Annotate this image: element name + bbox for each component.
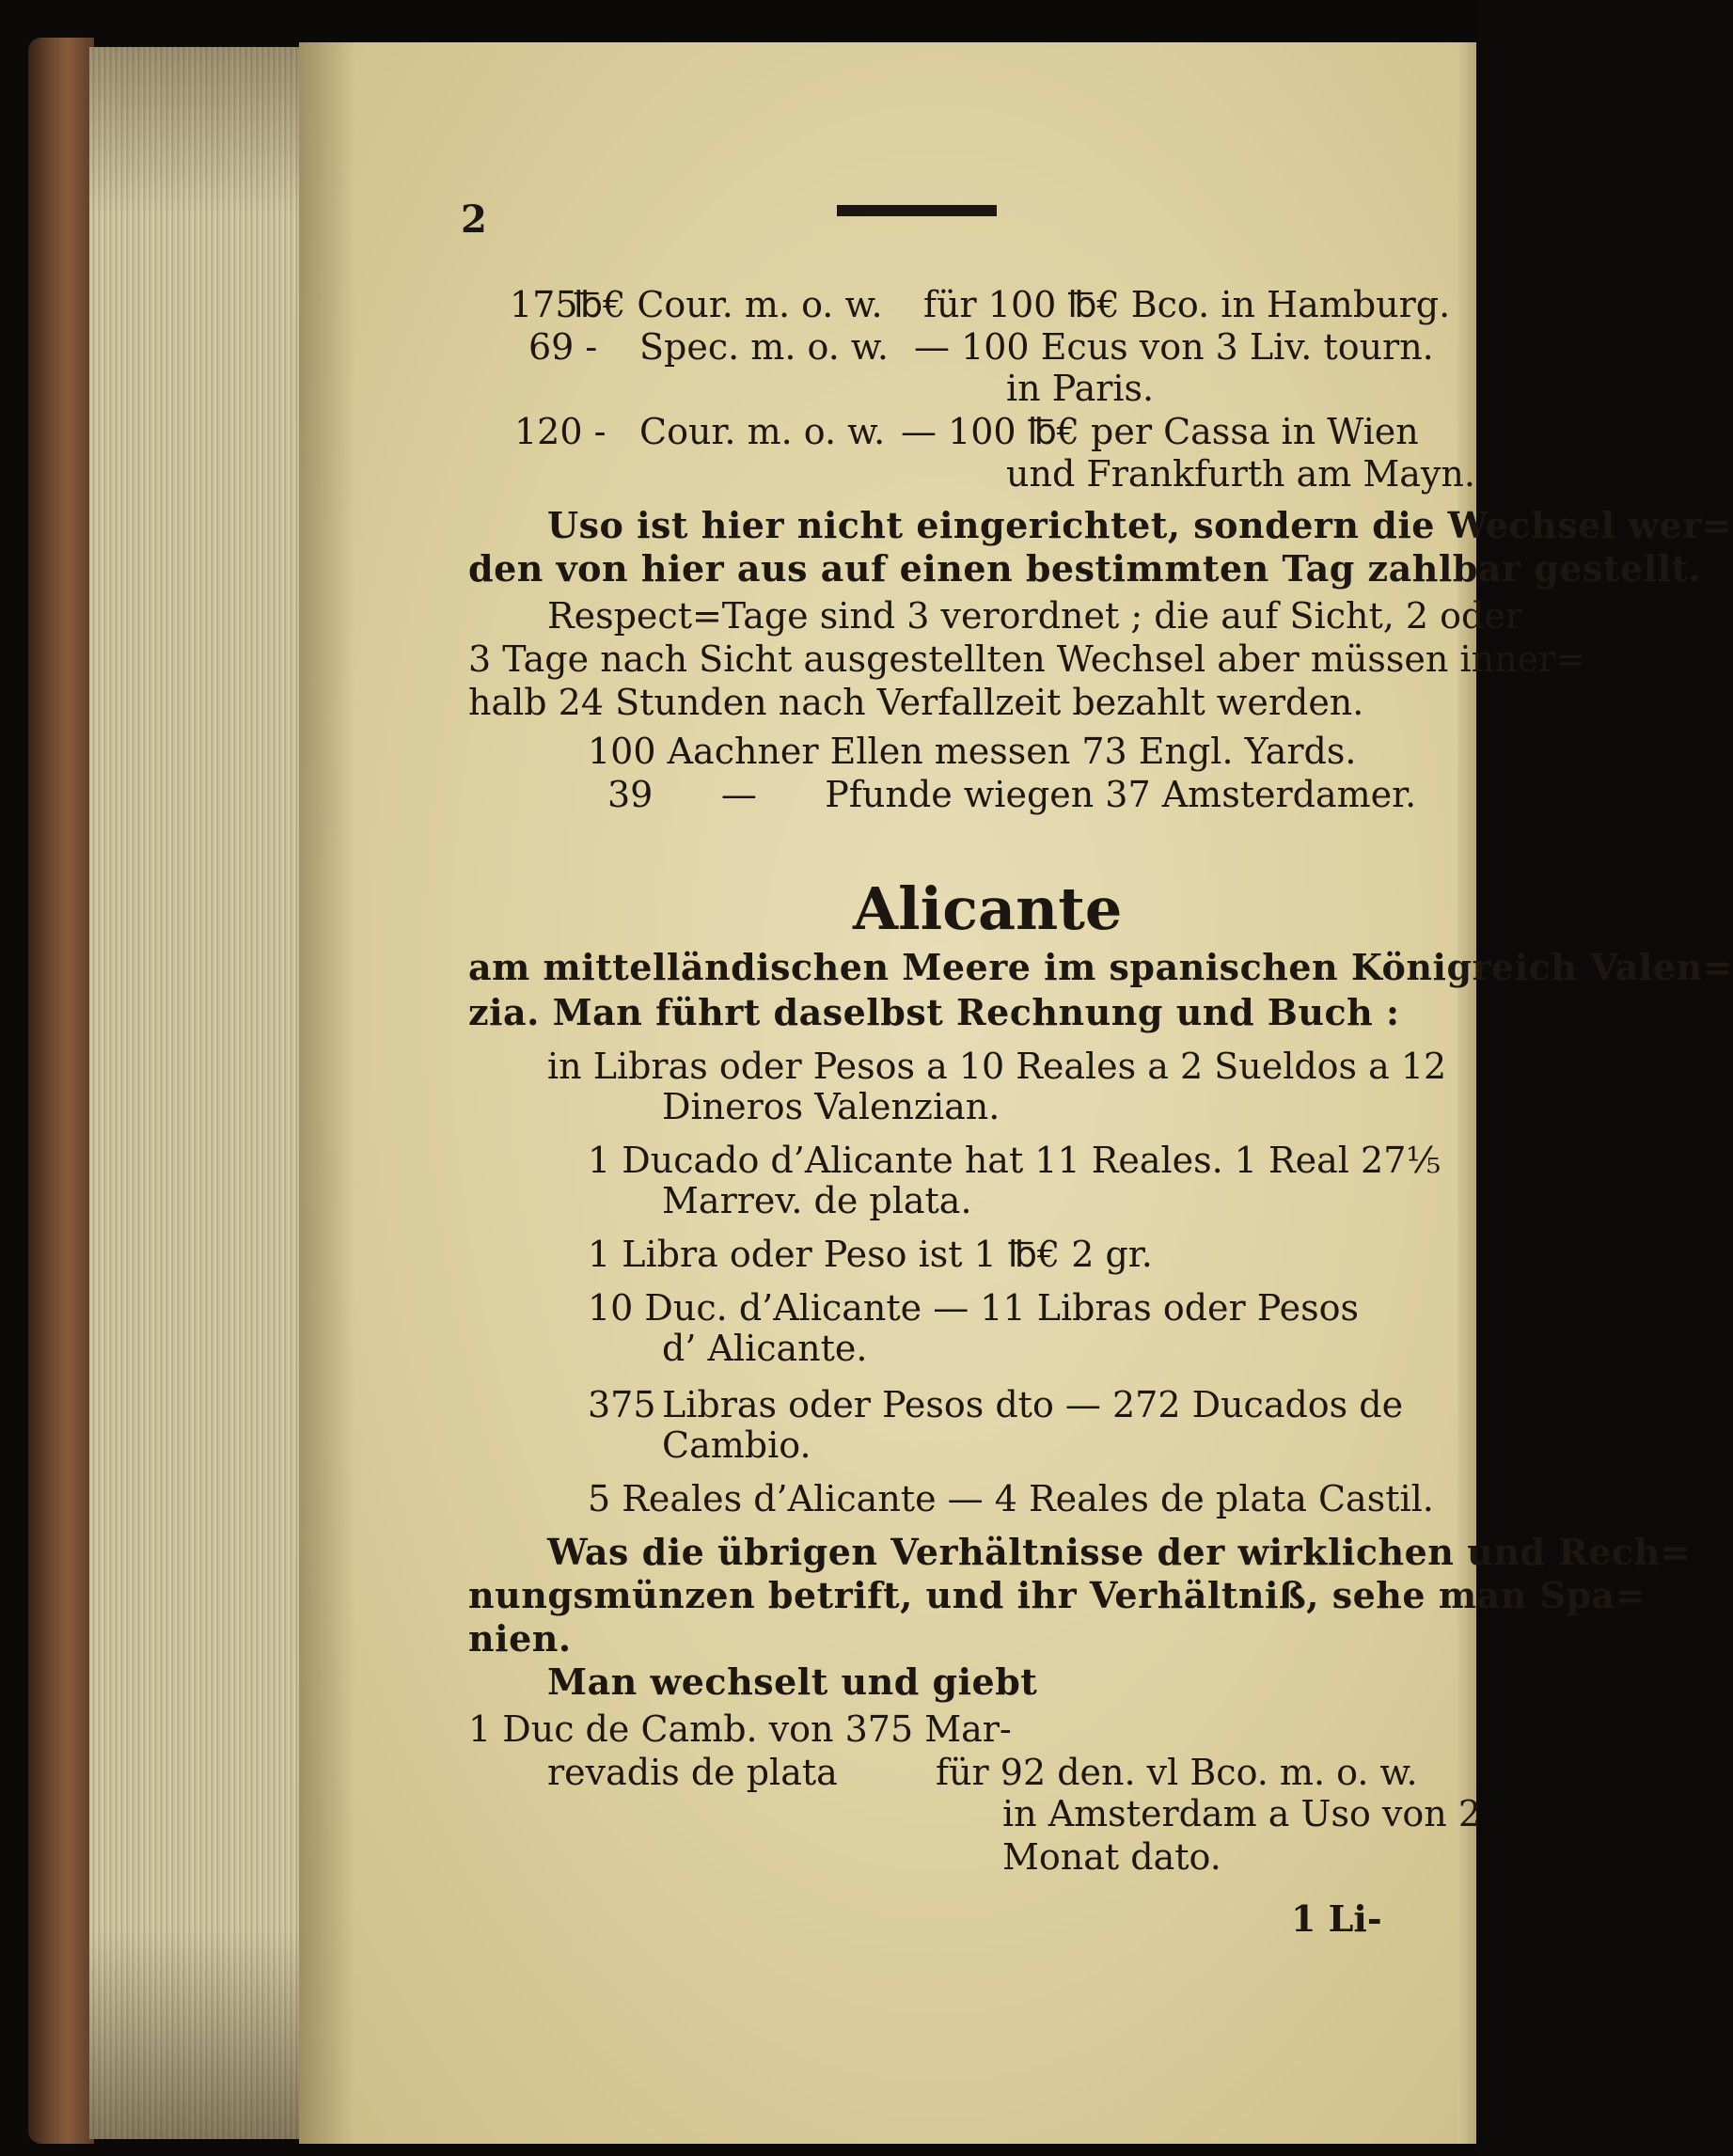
rate-currency: ℔€ Cour. m. o. w. — [574, 284, 883, 325]
account-item-cont: Dineros Valenzian. — [662, 1086, 1000, 1127]
rate-amount: 175 — [510, 284, 578, 325]
account-item-cont: d’ Alicante. — [662, 1328, 868, 1369]
header-rule — [837, 205, 997, 216]
rate-for: — 100 Ecus von 3 Liv. tourn. — [914, 326, 1434, 368]
uso-line: Uso ist hier nicht eingerichtet, sondern die Wechsel wer= — [547, 504, 1733, 546]
catchword: 1 Li- — [1291, 1897, 1382, 1940]
respect-line: 3 Tage nach Sicht ausgestellten Wechsel aber müssen inner= — [468, 638, 1586, 680]
rate-for-cont: in Paris. — [1006, 368, 1155, 409]
measure-line: 100 Aachner Ellen messen 73 Engl. Yards. — [588, 731, 1357, 772]
closing-line: nungsmünzen betrift, und ihr Verhältniß, sehe man Spa= — [468, 1574, 1646, 1616]
respect-line: Respect=Tage sind 3 verordnet ; die auf Sicht, 2 oder — [547, 595, 1523, 637]
rate-amount: 69 - — [528, 326, 598, 368]
respect-line: halb 24 Stunden nach Verfallzeit bezahlt werden. — [468, 682, 1364, 723]
rate-for: — 100 ℔€ per Cassa in Wien — [901, 411, 1419, 452]
account-item: 1 Ducado d’Alicante hat 11 Reales. 1 Real 27⅕ — [588, 1140, 1442, 1181]
rate-for-cont: und Frankfurth am Mayn. — [1006, 453, 1475, 495]
closing-line: Man wechselt und giebt — [547, 1660, 1038, 1703]
book-cover-edge — [28, 38, 94, 2144]
exchange-right: Monat dato. — [1002, 1836, 1221, 1878]
section-heading: Alicante — [853, 874, 1123, 943]
page-number: 2 — [461, 197, 487, 242]
account-item: 10 Duc. d’Alicante — 11 Libras oder Pesos — [588, 1287, 1360, 1329]
account-item: in Libras oder Pesos a 10 Reales a 2 Sueldos a 12 — [547, 1046, 1447, 1087]
measure-line: 39 — Pfunde wiegen 37 Amsterdamer. — [607, 774, 1417, 815]
exchange-left: revadis de plata — [547, 1752, 838, 1793]
account-item-cont: Marrev. de plata. — [662, 1180, 972, 1221]
closing-line: nien. — [468, 1617, 572, 1660]
intro-line: zia. Man führt daselbst Rechnung und Buch : — [468, 991, 1400, 1033]
rate-currency: Spec. m. o. w. — [639, 326, 889, 368]
account-item: 1 Libra oder Peso ist 1 ℔€ 2 gr. — [588, 1234, 1153, 1275]
intro-line: am mittelländischen Meere im spanischen Königreich Valen= — [468, 946, 1733, 988]
uso-line: den von hier aus auf einen bestimmten Tag zahlbar gestellt. — [468, 547, 1702, 590]
rate-currency: Cour. m. o. w. — [639, 411, 886, 452]
account-item-number: 375 — [588, 1384, 656, 1425]
account-item-cont: Cambio. — [662, 1424, 811, 1466]
exchange-left: 1 Duc de Camb. von 375 Mar- — [468, 1708, 1012, 1750]
exchange-right: in Amsterdam a Uso von 2 — [1002, 1793, 1481, 1834]
exchange-right: für 92 den. vl Bco. m. o. w. — [936, 1752, 1418, 1793]
account-item: Libras oder Pesos dto — 272 Ducados de — [662, 1384, 1404, 1425]
account-item: 5 Reales d’Alicante — 4 Reales de plata Castil. — [588, 1478, 1434, 1519]
closing-line: Was die übrigen Verhältnisse der wirklichen und Rech= — [547, 1531, 1692, 1573]
page-edges — [89, 47, 306, 2139]
rate-amount: 120 - — [514, 411, 607, 452]
rate-for: für 100 ℔€ Bco. in Hamburg. — [923, 284, 1451, 325]
